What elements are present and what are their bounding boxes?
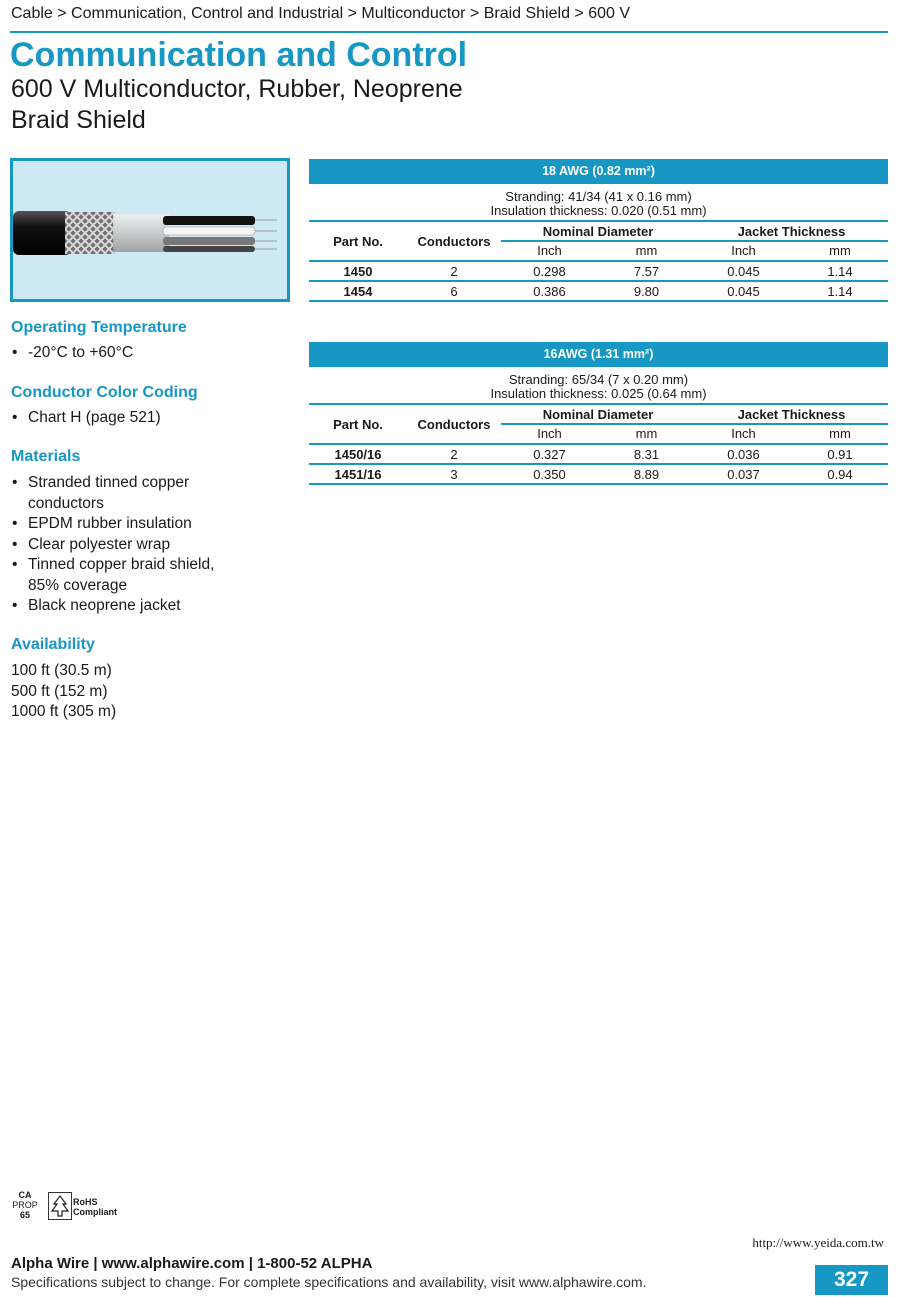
color-coding-title: Conductor Color Coding bbox=[11, 384, 198, 401]
footer-disclaimer: Specifications subject to change. For complete specifications and availability, visit www.alphawire.com. bbox=[11, 1274, 647, 1290]
table-row-jt-inch: 0.036 bbox=[727, 447, 760, 462]
operating-temperature-title: Operating Temperature bbox=[11, 319, 187, 336]
table-stranding bbox=[309, 184, 888, 218]
row-divider bbox=[309, 483, 888, 485]
table-row-nd-mm: 9.80 bbox=[633, 284, 660, 299]
list-item: • EPDM rubber insulation bbox=[11, 514, 214, 535]
col-jacket-thickness: Jacket Thickness bbox=[737, 407, 846, 422]
col-jt-mm: mm bbox=[829, 243, 851, 258]
table-title: 18 AWG (0.82 mm²) bbox=[309, 159, 888, 184]
col-nd-mm: mm bbox=[635, 426, 658, 441]
source-url[interactable]: http://www.yeida.com.tw bbox=[752, 1235, 884, 1250]
table-row-jt-mm: 1.14 bbox=[827, 264, 853, 279]
subtitle-line-1: 600 V Multiconductor, Rubber, Neoprene bbox=[11, 75, 463, 103]
table-row-part: 1450/16 bbox=[334, 447, 382, 462]
breadcrumb: Cable > Communication, Control and Industrial > Multiconductor > Braid Shield > 600 V bbox=[11, 5, 631, 22]
col-nd-inch: Inch bbox=[537, 426, 562, 441]
header-rule bbox=[10, 31, 888, 33]
table-row-nd-inch: 0.350 bbox=[533, 467, 566, 482]
page-number: 327 bbox=[815, 1265, 888, 1295]
spec-table-16awg bbox=[309, 342, 888, 486]
list-item: • Clear polyester wrap bbox=[11, 535, 214, 556]
ca-prop65-logo bbox=[10, 1190, 40, 1220]
table-title: 16AWG (1.31 mm²) bbox=[309, 342, 888, 367]
list-item: • -20°C to +60°C bbox=[11, 343, 133, 364]
table-row-conductors: 6 bbox=[450, 284, 458, 299]
table-row-nd-inch: 0.386 bbox=[533, 284, 566, 299]
rohs-line: Compliant bbox=[73, 1207, 117, 1217]
table-row-conductors: 2 bbox=[450, 447, 458, 462]
compliance-logos bbox=[10, 1190, 130, 1226]
col-nd-mm: mm bbox=[635, 243, 658, 258]
col-part-no: Part No. bbox=[333, 417, 383, 432]
page-subtitle bbox=[11, 74, 463, 136]
ca-prop-line: PROP bbox=[12, 1200, 38, 1210]
table-row-part: 1450 bbox=[343, 264, 373, 279]
col-jacket-thickness: Jacket Thickness bbox=[737, 224, 846, 239]
table-row-jt-mm: 0.91 bbox=[827, 447, 853, 462]
stranding-text: Stranding: 65/34 (7 x 0.20 mm) bbox=[508, 372, 689, 387]
row-divider bbox=[309, 260, 888, 262]
table-row-jt-inch: 0.037 bbox=[727, 467, 760, 482]
footer-company: Alpha Wire | www.alphawire.com | 1-800-52 ALPHA bbox=[11, 1255, 373, 1272]
table-row-part: 1454 bbox=[343, 284, 373, 299]
spec-table-18awg bbox=[309, 159, 888, 303]
ca-prop-line: 65 bbox=[19, 1210, 30, 1220]
table-row-nd-mm: 7.57 bbox=[633, 264, 660, 279]
color-coding-list bbox=[11, 408, 161, 429]
materials-title: Materials bbox=[11, 448, 81, 465]
cable-illustration bbox=[13, 161, 287, 299]
rohs-tree-icon bbox=[48, 1192, 72, 1220]
row-divider bbox=[309, 463, 888, 465]
rohs-line: RoHS bbox=[73, 1197, 98, 1207]
col-nd-inch: Inch bbox=[537, 243, 562, 258]
stranding-text: Stranding: 41/34 (41 x 0.16 mm) bbox=[505, 189, 692, 204]
table-row-nd-mm: 8.89 bbox=[633, 467, 660, 482]
row-divider bbox=[309, 300, 888, 302]
col-jt-inch: Inch bbox=[731, 426, 756, 441]
subtitle-line-2: Braid Shield bbox=[11, 106, 146, 134]
row-divider bbox=[309, 443, 888, 445]
list-item: • Stranded tinned copper conductors bbox=[11, 473, 214, 514]
header-divider bbox=[501, 240, 888, 242]
availability-title: Availability bbox=[11, 636, 95, 653]
table-row-conductors: 3 bbox=[450, 467, 458, 482]
operating-temperature-list bbox=[11, 343, 133, 364]
availability-list bbox=[11, 661, 116, 723]
header-divider bbox=[501, 423, 888, 425]
availability-item: 1000 ft (305 m) bbox=[11, 703, 117, 720]
row-divider bbox=[309, 280, 888, 282]
table-row-jt-inch: 0.045 bbox=[727, 264, 760, 279]
list-item: • Tinned copper braid shield, 85% coverage bbox=[11, 555, 214, 596]
col-conductors: Conductors bbox=[417, 234, 491, 249]
ca-prop-line: CA bbox=[18, 1190, 32, 1200]
table-grid bbox=[309, 403, 888, 486]
table-row-jt-inch: 0.045 bbox=[727, 284, 760, 299]
col-conductors: Conductors bbox=[417, 417, 491, 432]
table-grid bbox=[309, 220, 888, 303]
table-row-conductors: 2 bbox=[450, 264, 458, 279]
table-row-jt-mm: 0.94 bbox=[827, 467, 853, 482]
col-jt-mm: mm bbox=[829, 426, 851, 441]
materials-list bbox=[11, 473, 214, 617]
page-title: Communication and Control bbox=[10, 36, 468, 74]
list-item: • Chart H (page 521) bbox=[11, 408, 161, 429]
insulation-text: Insulation thickness: 0.020 (0.51 mm) bbox=[490, 203, 707, 218]
table-row-nd-inch: 0.298 bbox=[533, 264, 566, 279]
table-row-nd-mm: 8.31 bbox=[633, 447, 660, 462]
table-row-jt-mm: 1.14 bbox=[827, 284, 853, 299]
table-row-part: 1451/16 bbox=[334, 467, 382, 482]
table-row-nd-inch: 0.327 bbox=[533, 447, 566, 462]
col-nominal-diameter: Nominal Diameter bbox=[542, 407, 654, 422]
insulation-text: Insulation thickness: 0.025 (0.64 mm) bbox=[490, 386, 707, 401]
table-stranding bbox=[309, 367, 888, 401]
col-jt-inch: Inch bbox=[731, 243, 756, 258]
availability-item: 500 ft (152 m) bbox=[11, 682, 108, 700]
col-nominal-diameter: Nominal Diameter bbox=[542, 224, 654, 239]
availability-item: 100 ft (30.5 m) bbox=[11, 662, 112, 679]
rohs-text bbox=[73, 1197, 117, 1217]
col-part-no: Part No. bbox=[333, 234, 383, 249]
list-item: • Black neoprene jacket bbox=[11, 596, 214, 617]
cable-photo bbox=[10, 158, 290, 302]
